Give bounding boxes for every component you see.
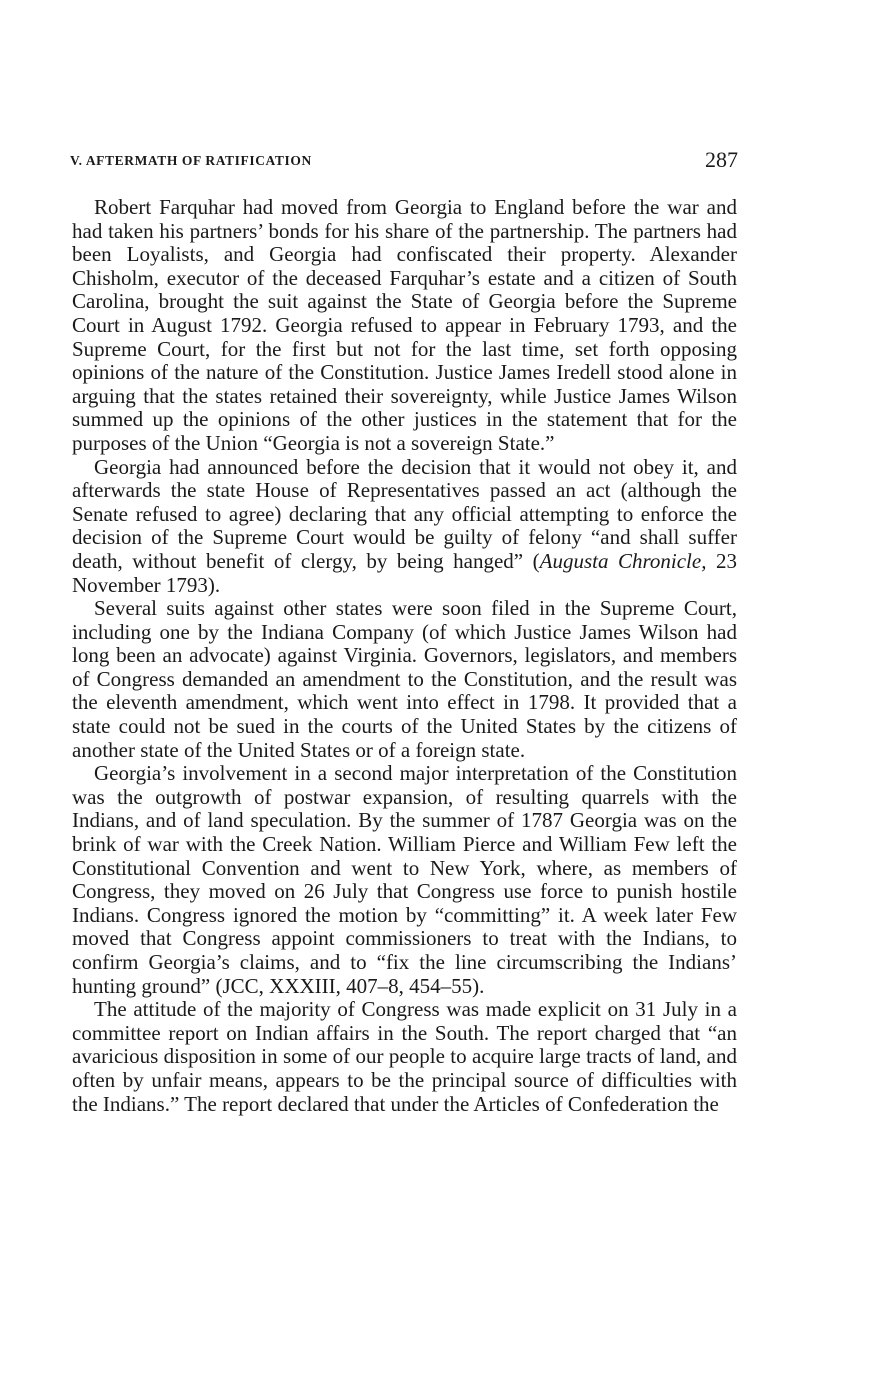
paragraph-text: The attitude of the majority of Congress was made explicit on 31 July in a committee report on Indian affairs in the South. The report charged that “an avaricious disposition in some of our people to acquire large tracts of land, and often by unfair means, appears to be the principal source of difficulties with the Indians.” The report declared that under the Articles of Confederation the: [72, 997, 737, 1116]
paragraph-eleventh-amendment: [72, 597, 737, 762]
paragraph-postwar-expansion: [72, 762, 737, 998]
paragraph-georgia-defiance: [72, 456, 737, 598]
citation-italic: Augusta Chronicle,: [539, 548, 707, 573]
paragraph-text: Georgia’s involvement in a second major interpretation of the Constitution was the outgrowth of postwar expansion, of resulting quarrels with the Indians, and of land speculation. By the summer of 1787 Georgia was on the brink of war with the Creek Nation. William Pierce and William Few left the Constitutional Convention and went to New York, where, as members of Congress, they moved on 26 July that Congress use force to punish hostile Indians. Congress ignored the motion by “committing” it. A week later Few moved that Congress appoint commissioners to treat with the Indians, to confirm Georgia’s claims, and to “fix the line circumscribing the Indians’ hunting ground” (JCC, XXXIII, 407–8, 454–55).: [72, 761, 737, 998]
paragraph-chisholm-suit: [72, 196, 737, 456]
paragraph-text: Several suits against other states were soon filed in the Supreme Court, including one by the Indiana Company (of which Justice James Wilson had long been an advocate) against Virginia. Governors, legislators, and members of Congress demanded an amendment to the Constitution, and the result was the eleventh amendment, which went into effect in 1798. It provided that a state could not be sued in the courts of the United States by the citizens of another state of the United States or of a foreign state.: [72, 596, 737, 762]
body-text: [72, 196, 737, 1116]
paragraph-text: Robert Farquhar had moved from Georgia to England before the war and had taken his partners’ bonds for his share of the partnership. The partners had been Loyalists, and Georgia had confiscated their property. Alexander Chisholm, executor of the deceased Farquhar’s estate and a citizen of South Carolina, brought the suit against the State of Georgia before the Supreme Court in August 1792. Georgia refused to appear in February 1793, and the Supreme Court, for the first but not for the last time, set forth opposing opinions of the nature of the Constitution. Justice James Iredell stood alone in arguing that the states retained their sovereignty, while Justice James Wilson summed up the opinions of the other justices in the statement that for the purposes of the Union “Georgia is not a sovereign State.”: [72, 195, 737, 455]
page-number: 287: [705, 147, 738, 172]
running-title: V. AFTERMATH OF RATIFICATION: [70, 153, 312, 168]
running-head: [70, 147, 738, 177]
paragraph-text: Georgia had announced before the decision that it would not obey it, and afterwards the state House of Representatives passed an act (although the Senate refused to agree) declaring that any official attempting to enforce the decision of the Supreme Court would be guilty of felony “and shall suffer death, without benefit of clergy, by being hanged” (: [72, 454, 737, 573]
paragraph-text: 23 November 1793).: [72, 548, 738, 597]
paragraph-congress-attitude: [72, 998, 737, 1116]
